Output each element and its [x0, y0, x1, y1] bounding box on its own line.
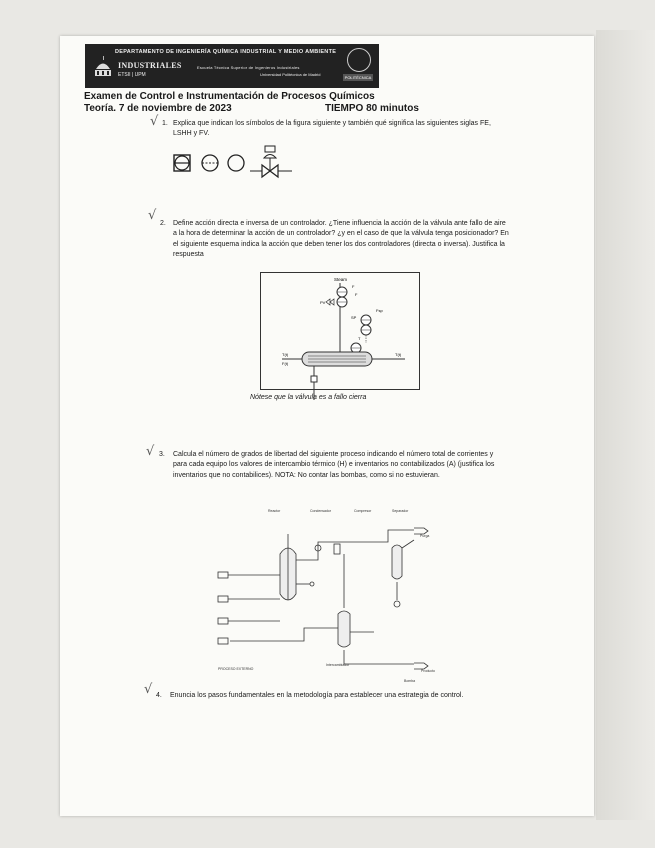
inlet-flow-label: F(t) — [282, 361, 289, 366]
checkmark-icon: √ — [148, 208, 157, 223]
question-number: 4. — [156, 692, 162, 699]
question-number: 2. — [160, 220, 166, 227]
school-name: INDUSTRIALES — [118, 61, 182, 70]
symbols-figure — [170, 145, 320, 187]
school-full-name: Escuela Técnica Superior de Ingenieros Industriales — [197, 65, 300, 70]
inlet-temp-label: T(t) — [282, 352, 289, 357]
label-bomba: Bomba — [404, 679, 416, 683]
label-proceso: PROCESO EXTERNO — [218, 667, 254, 671]
adjacent-page-edge — [596, 30, 655, 820]
control-valve-icon — [250, 146, 292, 177]
department-name: DEPARTAMENTO DE INGENIERÍA QUÍMICA INDUSTRIAL Y MEDIO AMBIENTE — [115, 49, 337, 55]
question-text: Define acción directa e inversa de un controlador. ¿Tiene influencia la acción de la válvula ante fallo de aire a la hora de determinar la acción de un controlador? ¿y en el caso de que la válvula tenga posicionador? En el siguiente esquema indica la acción que deben tener los dos controladores (directa o inversa). Justifica la respuesta — [173, 220, 509, 258]
figure-caption: Nótese que la válvula es a fallo cierra — [250, 394, 367, 401]
dcs-symbol-icon — [202, 155, 218, 171]
politecnica-logo: POLITÉCNICA — [344, 75, 372, 80]
question-text: Explica que indican los símbolos de la figura siguiente y también qué significa las siguientes siglas FE, LSHH y FV. — [173, 120, 491, 138]
header-banner — [85, 44, 379, 88]
question-number: 1. — [162, 120, 168, 127]
f-sp-label: F — [355, 292, 358, 297]
shared-display-symbol-icon — [174, 155, 190, 171]
setpoint-label: SP — [351, 315, 357, 320]
exam-date: Teoría. 7 de noviembre de 2023 — [84, 103, 232, 114]
exam-title: Examen de Control e Instrumentación de Procesos Químicos — [84, 91, 375, 102]
university-name: Universidad Politécnica de Madrid — [260, 72, 321, 77]
steam-label: Steam — [334, 277, 348, 282]
question-text: Enuncia los pasos fundamentales en la metodología para establecer una estrategia de control. — [170, 692, 464, 699]
outlet-temp-label: T(t) — [395, 352, 402, 357]
exam-time: TIEMPO 80 minutos — [325, 103, 419, 114]
question-text: Calcula el número de grados de libertad del siguiente proceso indicando el número total de corrientes y para cada equipo los valores de intercambio térmico (H) e inventarios no contabilizados (A) (justifica los inventarios que no contabilices). NOTA: No contar las bombas, como si no estuvieran. — [173, 451, 495, 479]
heat-exchanger-control-diagram — [260, 272, 420, 390]
field-instrument-icon — [228, 155, 244, 171]
question-number: 3. — [159, 451, 165, 458]
label-condensador: Condensador — [310, 509, 332, 513]
checkmark-icon: √ — [146, 444, 155, 459]
t-signal-label: T — [358, 336, 361, 341]
university-seal-icon — [347, 48, 371, 72]
flow-signal-label: F — [352, 284, 355, 289]
checkmark-icon: √ — [150, 114, 159, 129]
checkmark-icon: √ — [144, 682, 153, 697]
label-intercambiador: Intercambiador — [326, 663, 350, 667]
process-flow-diagram — [214, 504, 446, 683]
school-acronym: ETSII | UPM — [118, 72, 146, 78]
label-reactor: Reactor — [268, 509, 281, 513]
f-set-label: Fsp — [376, 308, 383, 313]
pv-label: PV — [320, 300, 326, 305]
label-producto: Producto — [421, 669, 436, 673]
dome-logo-icon — [93, 56, 113, 78]
label-separador: Separador — [392, 509, 409, 513]
label-purga: Purga — [420, 534, 430, 538]
label-compresor: Compresor — [354, 509, 372, 513]
